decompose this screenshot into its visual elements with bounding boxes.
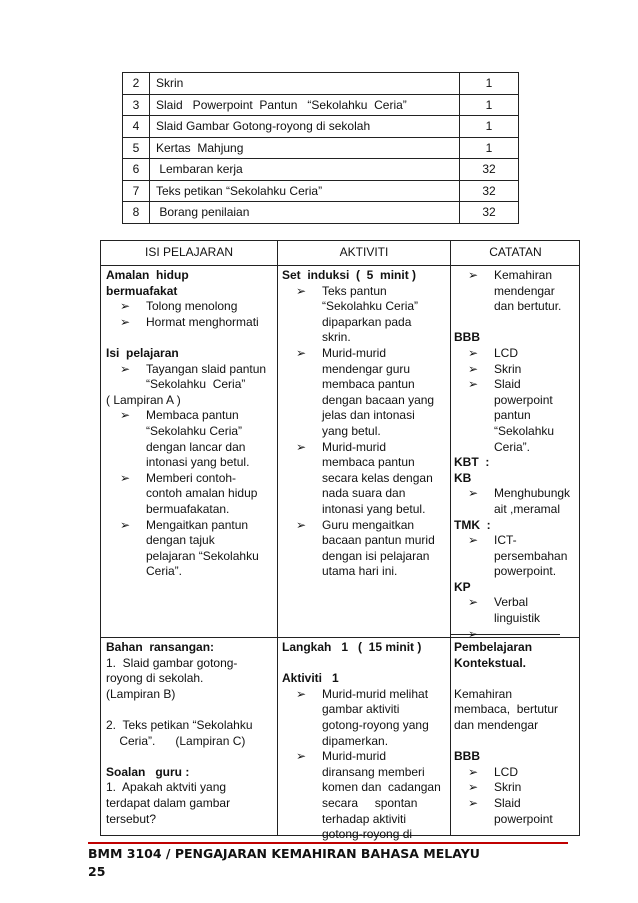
cell-heading	[454, 518, 570, 534]
cell-text: Soalan guru :	[106, 764, 190, 779]
cell-heading	[454, 455, 570, 471]
cell-heading	[454, 471, 570, 487]
bullet-arrow-icon: ➢	[468, 764, 479, 779]
cell-line	[282, 393, 435, 409]
cell-text: Set induksi ( 5 minit )	[282, 268, 417, 282]
cell-line	[282, 377, 435, 393]
cell-line	[282, 440, 435, 456]
cell-text: “Sekolahku Ceria”	[146, 377, 246, 392]
cell-text: persembahan	[494, 548, 568, 563]
cell-line	[106, 299, 266, 315]
cell-text: utama hari ini.	[322, 564, 398, 579]
resource-row	[123, 180, 519, 202]
row2-aktiviti-cell	[282, 640, 441, 843]
cell-text: LCD	[494, 345, 519, 360]
cell-line	[454, 533, 570, 549]
cell-line	[454, 718, 558, 734]
cell-text: 1. Slaid gambar gotong-	[106, 655, 238, 670]
cell-text: KB	[454, 470, 472, 485]
resource-row	[123, 116, 519, 138]
row1-catatan-cell	[454, 268, 570, 642]
cell-text: Murid-murid	[322, 345, 387, 360]
cell-line	[454, 362, 570, 378]
cell-text: “Sekolahku Ceria”	[322, 299, 419, 314]
cell-line	[106, 812, 253, 828]
cell-line	[106, 424, 266, 440]
cell-line	[454, 502, 570, 518]
cell-line	[106, 718, 253, 734]
bullet-arrow-icon: ➢	[296, 345, 307, 360]
cell-line	[282, 455, 435, 471]
cell-line	[454, 268, 570, 284]
bullet-arrow-icon: ➢	[468, 626, 479, 641]
cell-heading	[106, 284, 266, 300]
footer-rule	[88, 842, 568, 844]
resource-quantity: 1	[460, 137, 519, 159]
cell-text: TMK :	[454, 517, 491, 532]
cell-text: komen dan cadangan	[322, 780, 441, 795]
cell-line	[106, 671, 253, 687]
cell-heading	[282, 268, 435, 284]
resource-quantity: 32	[460, 202, 519, 224]
cell-text: mendengar guru	[322, 361, 411, 376]
cell-line	[282, 486, 435, 502]
cell-line	[454, 765, 558, 781]
resource-row	[123, 159, 519, 181]
cell-text: ICT-	[494, 533, 517, 548]
cell-text: dengan bacaan yang	[322, 392, 435, 407]
cell-line	[106, 377, 266, 393]
cell-line	[106, 393, 266, 409]
bullet-arrow-icon: ➢	[120, 314, 131, 329]
cell-text: Memberi contoh-	[146, 470, 237, 485]
cell-line	[454, 687, 558, 703]
cell-text: terdapat dalam gambar	[106, 795, 231, 810]
resource-quantity: 1	[460, 116, 519, 138]
cell-line	[106, 780, 253, 796]
cell-text: nada suara dan	[322, 486, 406, 501]
cell-text: Kemahiran	[494, 268, 553, 282]
bullet-arrow-icon: ➢	[296, 439, 307, 454]
cell-text: jelas dan intonasi	[322, 408, 415, 423]
cell-text: royong di sekolah.	[106, 671, 204, 686]
cell-text: 2. Teks petikan “Sekolahku	[106, 717, 253, 732]
bullet-arrow-icon: ➢	[468, 533, 479, 548]
bullet-arrow-icon: ➢	[468, 268, 479, 282]
cell-text: Hormat menghormati	[146, 314, 259, 329]
cell-text: intonasi yang betul.	[322, 501, 426, 516]
resource-quantity: 1	[460, 94, 519, 116]
resource-item: Skrin	[150, 73, 460, 95]
cell-text: Mengaitkan pantun	[146, 517, 249, 532]
cell-line	[282, 330, 435, 346]
cell-line	[454, 284, 570, 300]
cell-line	[106, 549, 266, 565]
cell-text: Ceria”.	[494, 439, 531, 454]
resource-number: 5	[123, 137, 150, 159]
resource-item: Teks petikan “Sekolahku Ceria”	[150, 180, 460, 202]
cell-text: gotong-royong di	[322, 827, 413, 842]
cell-line	[282, 408, 435, 424]
cell-text: LCD	[494, 764, 519, 779]
cell-line	[454, 564, 570, 580]
resource-quantity: 32	[460, 180, 519, 202]
cell-text: membaca pantun	[322, 377, 415, 392]
cell-text: Teks pantun	[322, 283, 387, 298]
cell-text: Slaid	[494, 795, 521, 810]
resource-row	[123, 137, 519, 159]
cell-line	[282, 656, 441, 672]
cell-text: powerpoint	[494, 811, 553, 826]
cell-line	[106, 440, 266, 456]
cell-line	[454, 299, 570, 315]
cell-text: membaca, bertutur	[454, 702, 559, 717]
cell-line	[106, 734, 253, 750]
cell-line	[454, 393, 570, 409]
resource-table	[122, 72, 519, 224]
cell-line	[454, 424, 570, 440]
cell-line	[282, 424, 435, 440]
cell-line	[106, 330, 266, 346]
cell-line	[454, 315, 570, 331]
resource-item: Slaid Gambar Gotong-royong di sekolah	[150, 116, 460, 138]
cell-text: Ceria”.	[146, 564, 183, 579]
footer-page-number: 25	[88, 864, 106, 879]
cell-line	[454, 611, 570, 627]
cell-text: Bahan ransangan:	[106, 640, 215, 654]
row1-isi-cell	[106, 268, 266, 580]
bullet-arrow-icon: ➢	[120, 408, 131, 423]
cell-line	[282, 533, 435, 549]
cell-text: BBB	[454, 330, 480, 345]
cell-text: BBB	[454, 749, 480, 764]
cell-text: Skrin	[494, 780, 522, 795]
cell-text: terhadap aktiviti	[322, 811, 407, 826]
cell-text: dengan isi pelajaran	[322, 548, 430, 563]
cell-text: dengan tajuk	[146, 533, 215, 548]
cell-text: skrin.	[322, 330, 351, 345]
cell-line	[282, 702, 441, 718]
cell-line	[106, 455, 266, 471]
resource-item: Kertas Mahjung	[150, 137, 460, 159]
cell-text: 1. Apakah aktviti yang	[106, 780, 227, 795]
cell-text: ait ,meramal	[494, 501, 561, 516]
cell-text: membaca pantun	[322, 455, 415, 470]
resource-number: 8	[123, 202, 150, 224]
cell-text: Verbal	[494, 595, 529, 610]
cell-line	[282, 471, 435, 487]
row1-aktiviti-cell	[282, 268, 435, 580]
cell-heading	[106, 346, 266, 362]
cell-text: mendengar	[494, 283, 555, 298]
bullet-arrow-icon: ➢	[468, 795, 479, 810]
resource-row	[123, 94, 519, 116]
cell-line	[282, 315, 435, 331]
bullet-arrow-icon: ➢	[468, 595, 479, 610]
cell-line	[106, 702, 253, 718]
cell-text: contoh amalan hidup	[146, 486, 258, 501]
bullet-arrow-icon: ➢	[468, 377, 479, 392]
cell-text: secara spontan	[322, 795, 418, 810]
cell-text: dan mendengar	[454, 717, 539, 732]
bullet-arrow-icon: ➢	[468, 361, 479, 376]
cell-text: Membaca pantun	[146, 408, 239, 423]
cell-text: KBT :	[454, 455, 490, 470]
cell-text: powerpoint.	[494, 564, 557, 579]
resource-item: Slaid Powerpoint Pantun “Sekolahku Ceria”	[150, 94, 460, 116]
cell-line	[106, 315, 266, 331]
resource-item: Borang penilaian	[150, 202, 460, 224]
cell-line	[454, 595, 570, 611]
cell-line	[106, 533, 266, 549]
cell-line	[282, 812, 441, 828]
cell-line	[282, 734, 441, 750]
cell-line	[454, 440, 570, 456]
cell-text: pantun	[494, 408, 531, 423]
row2-isi-cell	[106, 640, 253, 827]
cell-line	[454, 486, 570, 502]
cell-text: Pembelajaran	[454, 640, 533, 654]
cell-line	[454, 671, 558, 687]
cell-text: Kemahiran	[454, 686, 513, 701]
cell-heading	[282, 640, 441, 656]
cell-text: bermuafakat	[106, 283, 178, 298]
cell-line	[106, 749, 253, 765]
cell-text: linguistik	[494, 611, 541, 626]
cell-line	[282, 564, 435, 580]
cell-text: Murid-murid	[322, 439, 387, 454]
cell-line	[106, 656, 253, 672]
cell-text: bermuafakatan.	[146, 501, 230, 516]
cell-text: Guru mengaitkan	[322, 517, 415, 532]
cell-line	[282, 502, 435, 518]
cell-line	[282, 718, 441, 734]
header-isi-pelajaran: ISI PELAJARAN	[144, 245, 234, 259]
resource-number: 6	[123, 159, 150, 181]
cell-text: Ceria”. (Lampiran C)	[106, 733, 246, 748]
cell-line	[106, 564, 266, 580]
bullet-arrow-icon: ➢	[296, 283, 307, 298]
cell-text: Skrin	[494, 361, 522, 376]
cell-line	[106, 471, 266, 487]
cell-text: Langkah 1 ( 15 minit )	[282, 640, 422, 654]
resource-number: 3	[123, 94, 150, 116]
cell-line	[282, 362, 435, 378]
cell-heading	[454, 640, 558, 656]
cell-text: Tayangan slaid pantun	[146, 361, 267, 376]
cell-line	[454, 796, 558, 812]
cell-text: dipaparkan pada	[322, 314, 412, 329]
cell-text: tersebut?	[106, 811, 157, 826]
cell-text: Isi pelajaran	[106, 345, 179, 360]
cell-text: dengan lancar dan	[146, 439, 246, 454]
cell-text: “Sekolahku Ceria”	[146, 423, 243, 438]
cell-line	[454, 377, 570, 393]
bullet-arrow-icon: ➢	[296, 686, 307, 701]
cell-heading	[282, 671, 441, 687]
cell-text: ( Lampiran A )	[106, 392, 181, 407]
cell-line	[106, 796, 253, 812]
cell-line	[106, 518, 266, 534]
header-catatan: CATATAN	[489, 245, 542, 259]
cell-line	[454, 734, 558, 750]
resource-number: 2	[123, 73, 150, 95]
cell-line	[282, 299, 435, 315]
cell-text: gambar aktiviti	[322, 702, 400, 717]
cell-text: KP	[454, 579, 471, 594]
cell-text: secara kelas dengan	[322, 470, 433, 485]
cell-text: Slaid	[494, 377, 521, 392]
cell-line	[282, 780, 441, 796]
cell-line	[282, 827, 441, 843]
cell-heading	[106, 765, 253, 781]
cell-heading	[454, 330, 570, 346]
cell-text: dipamerkan.	[322, 733, 389, 748]
cell-text: bacaan pantun murid	[322, 533, 435, 548]
header-aktiviti: AKTIVITI	[339, 245, 389, 259]
cell-text: Aktiviti 1	[282, 671, 339, 686]
resource-quantity: 32	[460, 159, 519, 181]
cell-line	[454, 549, 570, 565]
cell-text: dan bertutur.	[494, 299, 562, 314]
bullet-arrow-icon: ➢	[468, 486, 479, 501]
cell-line	[106, 362, 266, 378]
cell-text: Amalan hidup	[106, 268, 189, 282]
cell-text: Murid-murid melihat	[322, 686, 429, 701]
bullet-arrow-icon: ➢	[120, 361, 131, 376]
cell-line	[282, 765, 441, 781]
cell-heading	[106, 640, 253, 656]
resource-number: 7	[123, 180, 150, 202]
cell-heading	[454, 749, 558, 765]
bullet-arrow-icon: ➢	[120, 517, 131, 532]
cell-text: diransang memberi	[322, 764, 425, 779]
cell-text: Tolong menolong	[146, 299, 238, 314]
cell-text: pelajaran “Sekolahku	[146, 548, 259, 563]
resource-row	[123, 202, 519, 224]
footer-course-title: BMM 3104 / PENGAJARAN KEMAHIRAN BAHASA MELAYU	[88, 846, 480, 861]
cell-line	[282, 749, 441, 765]
cell-text: Murid-murid	[322, 749, 387, 764]
cell-text: Kontekstual.	[454, 655, 527, 670]
resource-item: Lembaran kerja	[150, 159, 460, 181]
cell-heading	[106, 268, 266, 284]
cell-line	[106, 502, 266, 518]
cell-line	[454, 346, 570, 362]
bullet-arrow-icon: ➢	[468, 345, 479, 360]
row2-catatan-cell	[454, 640, 558, 827]
cell-text: yang betul.	[322, 423, 381, 438]
cell-line	[454, 702, 558, 718]
bullet-arrow-icon: ➢	[120, 470, 131, 485]
cell-line	[454, 812, 558, 828]
cell-line	[454, 780, 558, 796]
bullet-arrow-icon: ➢	[296, 517, 307, 532]
bullet-arrow-icon: ➢	[120, 299, 131, 314]
cell-heading	[454, 580, 570, 596]
resource-quantity: 1	[460, 73, 519, 95]
cell-line	[106, 408, 266, 424]
cell-text: gotong-royong yang	[322, 717, 429, 732]
cell-text: “Sekolahku	[494, 423, 555, 438]
bullet-arrow-icon: ➢	[468, 780, 479, 795]
cell-line	[106, 687, 253, 703]
cell-line	[282, 687, 441, 703]
cell-text: powerpoint	[494, 392, 553, 407]
cell-text: Menghubungk	[494, 486, 571, 501]
cell-heading	[454, 656, 558, 672]
cell-line	[106, 486, 266, 502]
bullet-arrow-icon: ➢	[296, 749, 307, 764]
resource-number: 4	[123, 116, 150, 138]
cell-line	[282, 796, 441, 812]
cell-text: intonasi yang betul.	[146, 455, 250, 470]
cell-line	[282, 284, 435, 300]
cell-line	[282, 549, 435, 565]
cell-line	[454, 408, 570, 424]
cell-line	[282, 518, 435, 534]
resource-row	[123, 73, 519, 95]
cell-line	[282, 346, 435, 362]
cell-text: (Lampiran B)	[106, 686, 176, 701]
